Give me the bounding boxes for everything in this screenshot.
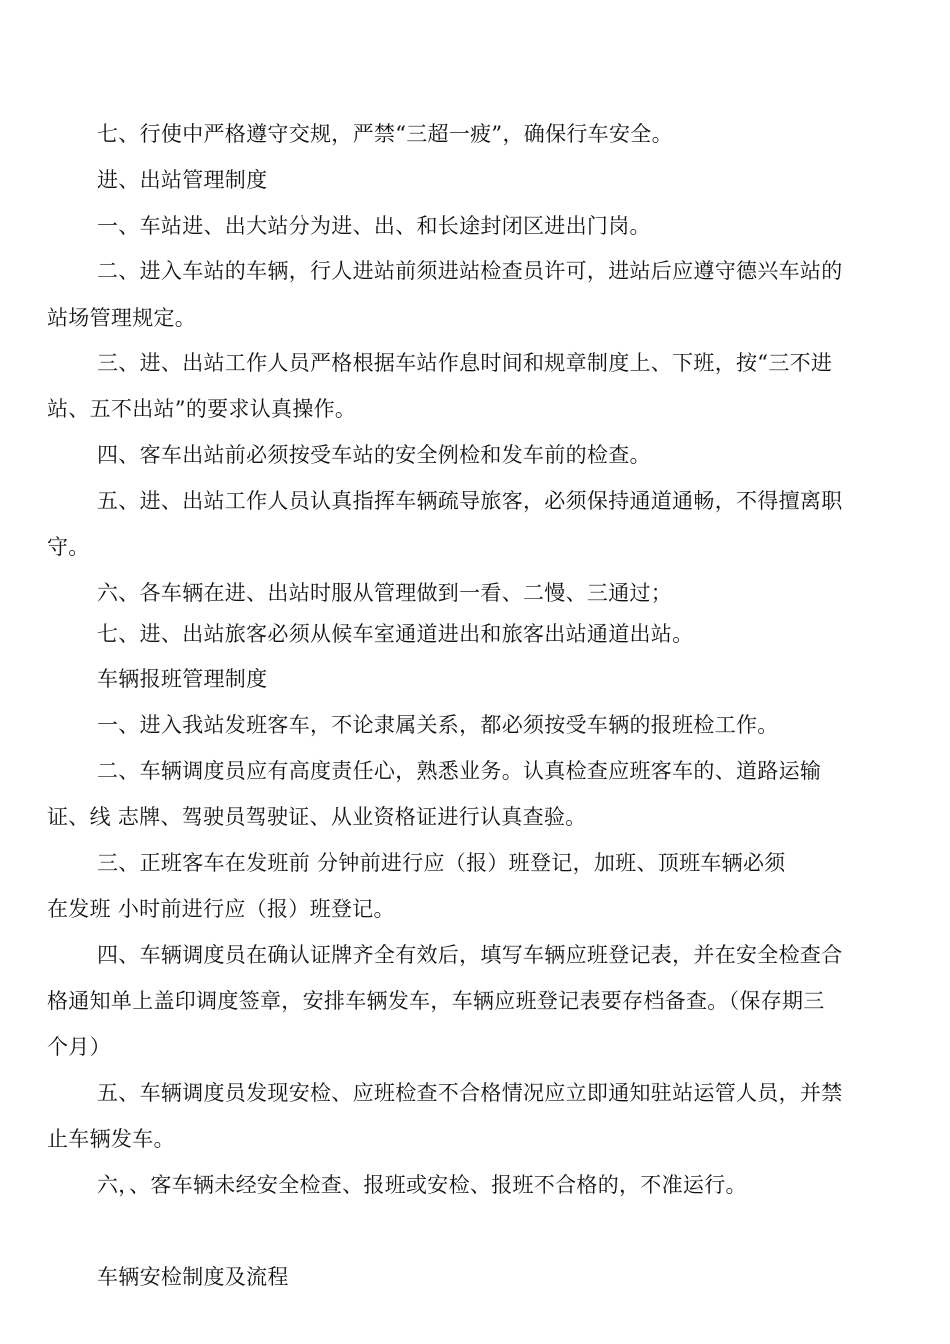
paragraph-line: 七、行使中严格遵守交规，严禁“三超一疲”，确保行车安全。 — [97, 122, 673, 146]
section-heading: 进、出站管理制度 — [97, 168, 268, 192]
paragraph-line: 在发班 小时前进行应（报）班登记。 — [47, 897, 395, 921]
paragraph-line: 六、各车辆在进、出站时服从管理做到一看、二慢、三通过； — [97, 581, 673, 605]
paragraph-line: 四、客车出站前必须按受车站的安全例检和发车前的检查。 — [97, 443, 651, 467]
paragraph-line: 一、进入我站发班客车，不论隶属关系，都必须按受车辆的报班检工作。 — [97, 713, 779, 737]
section-heading: 车辆报班管理制度 — [97, 667, 268, 691]
paragraph-line: 个月） — [47, 1035, 111, 1059]
paragraph-line: 七、进、出站旅客必须从候车室通道进出和旅客出站通道出站。 — [97, 622, 694, 646]
paragraph-line: 六，、客车辆未经安全检查、报班或安检、报班不合格的，不准运行。 — [97, 1173, 747, 1197]
section-heading: 车辆安检制度及流程 — [97, 1265, 289, 1289]
paragraph-line: 止车辆发车。 — [47, 1127, 175, 1151]
paragraph-line: 格通知单上盖印调度签章，安排车辆发车，车辆应班登记表要存档备查。（保存期三 — [47, 989, 825, 1013]
paragraph-line: 四、车辆调度员在确认证牌齐全有效后，填写车辆应班登记表，并在安全检查合 — [97, 943, 843, 967]
paragraph-line: 二、进入车站的车辆，行人进站前须进站检查员许可，进站后应遵守德兴车站的 — [97, 259, 843, 283]
paragraph-line: 二、车辆调度员应有高度责任心，熟悉业务。认真检查应班客车的、道路运输 — [97, 759, 822, 783]
paragraph-line: 三、进、出站工作人员严格根据车站作息时间和规章制度上、下班，按“三不进 — [97, 351, 833, 375]
paragraph-line: 一、车站进、出大站分为进、出、和长途封闭区进出门岗。 — [97, 214, 651, 238]
paragraph-line: 五、进、出站工作人员认真指挥车辆疏导旅客，必须保持通道通畅，不得擅离职 — [97, 489, 843, 513]
paragraph-line: 站、五不出站”的要求认真操作。 — [47, 397, 357, 421]
paragraph-line: 站场管理规定。 — [47, 306, 197, 330]
paragraph-line: 五、车辆调度员发现安检、应班检查不合格情况应立即通知驻站运管人员，并禁 — [97, 1081, 843, 1105]
paragraph-line: 证、线 志牌、驾驶员驾驶证、从业资格证进行认真查验。 — [47, 805, 587, 829]
paragraph-line: 三、正班客车在发班前 分钟前进行应（报）班登记，加班、顶班车辆必须 — [97, 851, 786, 875]
paragraph-line: 守。 — [47, 535, 90, 559]
